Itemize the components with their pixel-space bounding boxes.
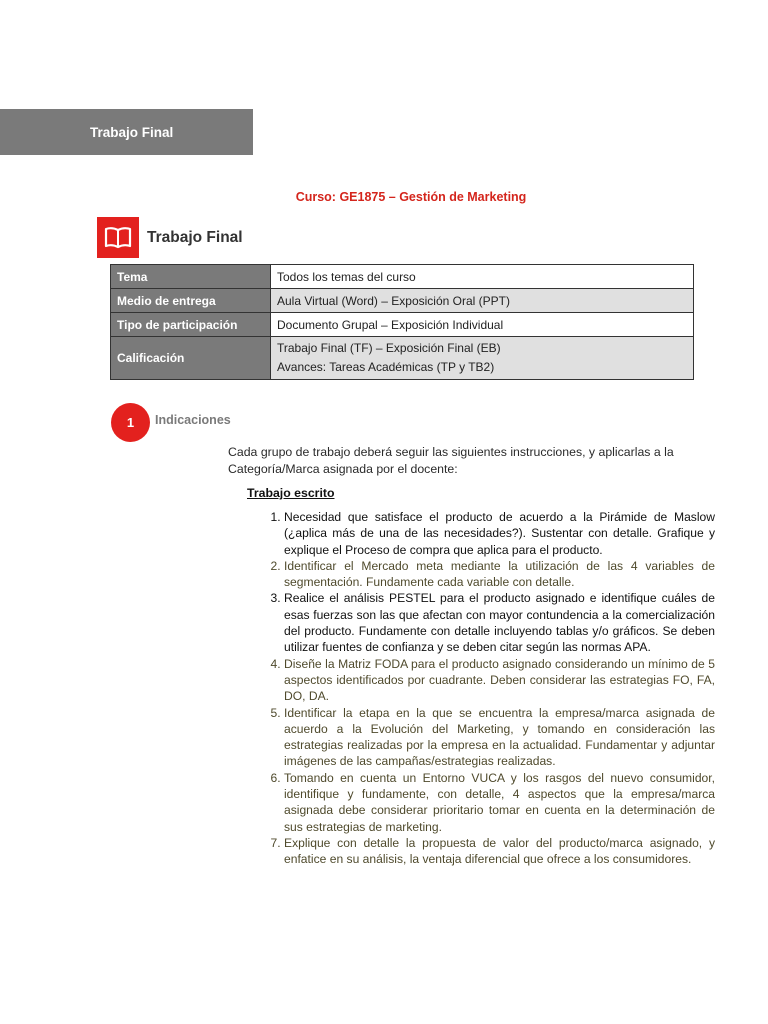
list-item: 4. Diseñe la Matriz FODA para el producto asignado considerando un mínimo de 5 aspectos identificados por cuadrante. Deben considerar las estrategias FO, FA, DO, DA. <box>284 656 715 705</box>
list-item: 2. Identificar el Mercado meta mediante la utilización de las 4 variables de segmentación. Fundamente cada variable con detalle. <box>284 558 715 591</box>
table-row <box>111 337 694 380</box>
header-band <box>0 109 253 155</box>
table-row <box>111 289 694 313</box>
section-title: Indicaciones <box>155 413 231 427</box>
table-row <box>111 313 694 337</box>
row-label: Tema <box>111 265 271 289</box>
list-item: 3. Realice el análisis PESTEL para el producto asignado e identifique cuáles de esas fuerzas son las que afectan con mayor contundencia a la comercialización del producto. Fundamente con detalle incluyendo tablas y/o gráficos. Se deben utilizar fuentes de confianza y se deben citar según las normas APA. <box>284 590 715 655</box>
header-band-title: Trabajo Final <box>90 124 174 140</box>
row-label: Calificación <box>111 337 271 380</box>
heading-title: Trabajo Final <box>147 228 243 246</box>
list-item: 6. Tomando en cuenta un Entorno VUCA y los rasgos del nuevo consumidor, identifique y fundamente, con detalle, 4 aspectos que la empresa/marca asignada debe considerar prioritario tomar en cuenta en la determinación de sus estrategias de marketing. <box>284 770 715 835</box>
row-value-line: Trabajo Final (TF) – Exposición Final (EB) <box>277 341 501 355</box>
subheading: Trabajo escrito <box>247 486 335 500</box>
info-table <box>110 264 694 380</box>
list-item: 5. Identificar la etapa en la que se encuentra la empresa/marca asignada de acuerdo a la Evolución del Marketing, y tomando en consideración las estrategias realizadas por la empresa en la actualidad. Fundamentar y adjuntar imágenes de las campañas/estrategias realizadas. <box>284 705 715 770</box>
list-item: 7. Explique con detalle la propuesta de valor del producto/marca asignado, y enfatice en su análisis, la ventaja diferencial que ofrece a los consumidores. <box>284 835 715 868</box>
row-value-line: Avances: Tareas Académicas (TP y TB2) <box>277 360 495 374</box>
row-value: Documento Grupal – Exposición Individual <box>271 313 694 337</box>
intro-paragraph: Cada grupo de trabajo deberá seguir las siguientes instrucciones, y aplicarlas a la Categoría/Marca asignada por el docente: <box>228 445 674 476</box>
course-title: Curso: GE1875 – Gestión de Marketing <box>295 190 527 204</box>
section-heading <box>97 217 243 258</box>
list-item: 1. Necesidad que satisface el producto de acuerdo a la Pirámide de Maslow (¿aplica más de una de las necesidades?). Sustentar con detalle. Grafique y explique el Proceso de compra que aplica para el producto. <box>284 509 715 558</box>
row-label: Tipo de participación <box>111 313 271 337</box>
section-number-badge: 1 <box>111 403 150 442</box>
row-value: Todos los temas del curso <box>271 265 694 289</box>
table-row <box>111 265 694 289</box>
row-value <box>271 337 694 380</box>
task-list <box>255 509 715 868</box>
row-label: Medio de entrega <box>111 289 271 313</box>
book-icon <box>97 217 139 258</box>
row-value: Aula Virtual (Word) – Exposición Oral (PPT) <box>271 289 694 313</box>
